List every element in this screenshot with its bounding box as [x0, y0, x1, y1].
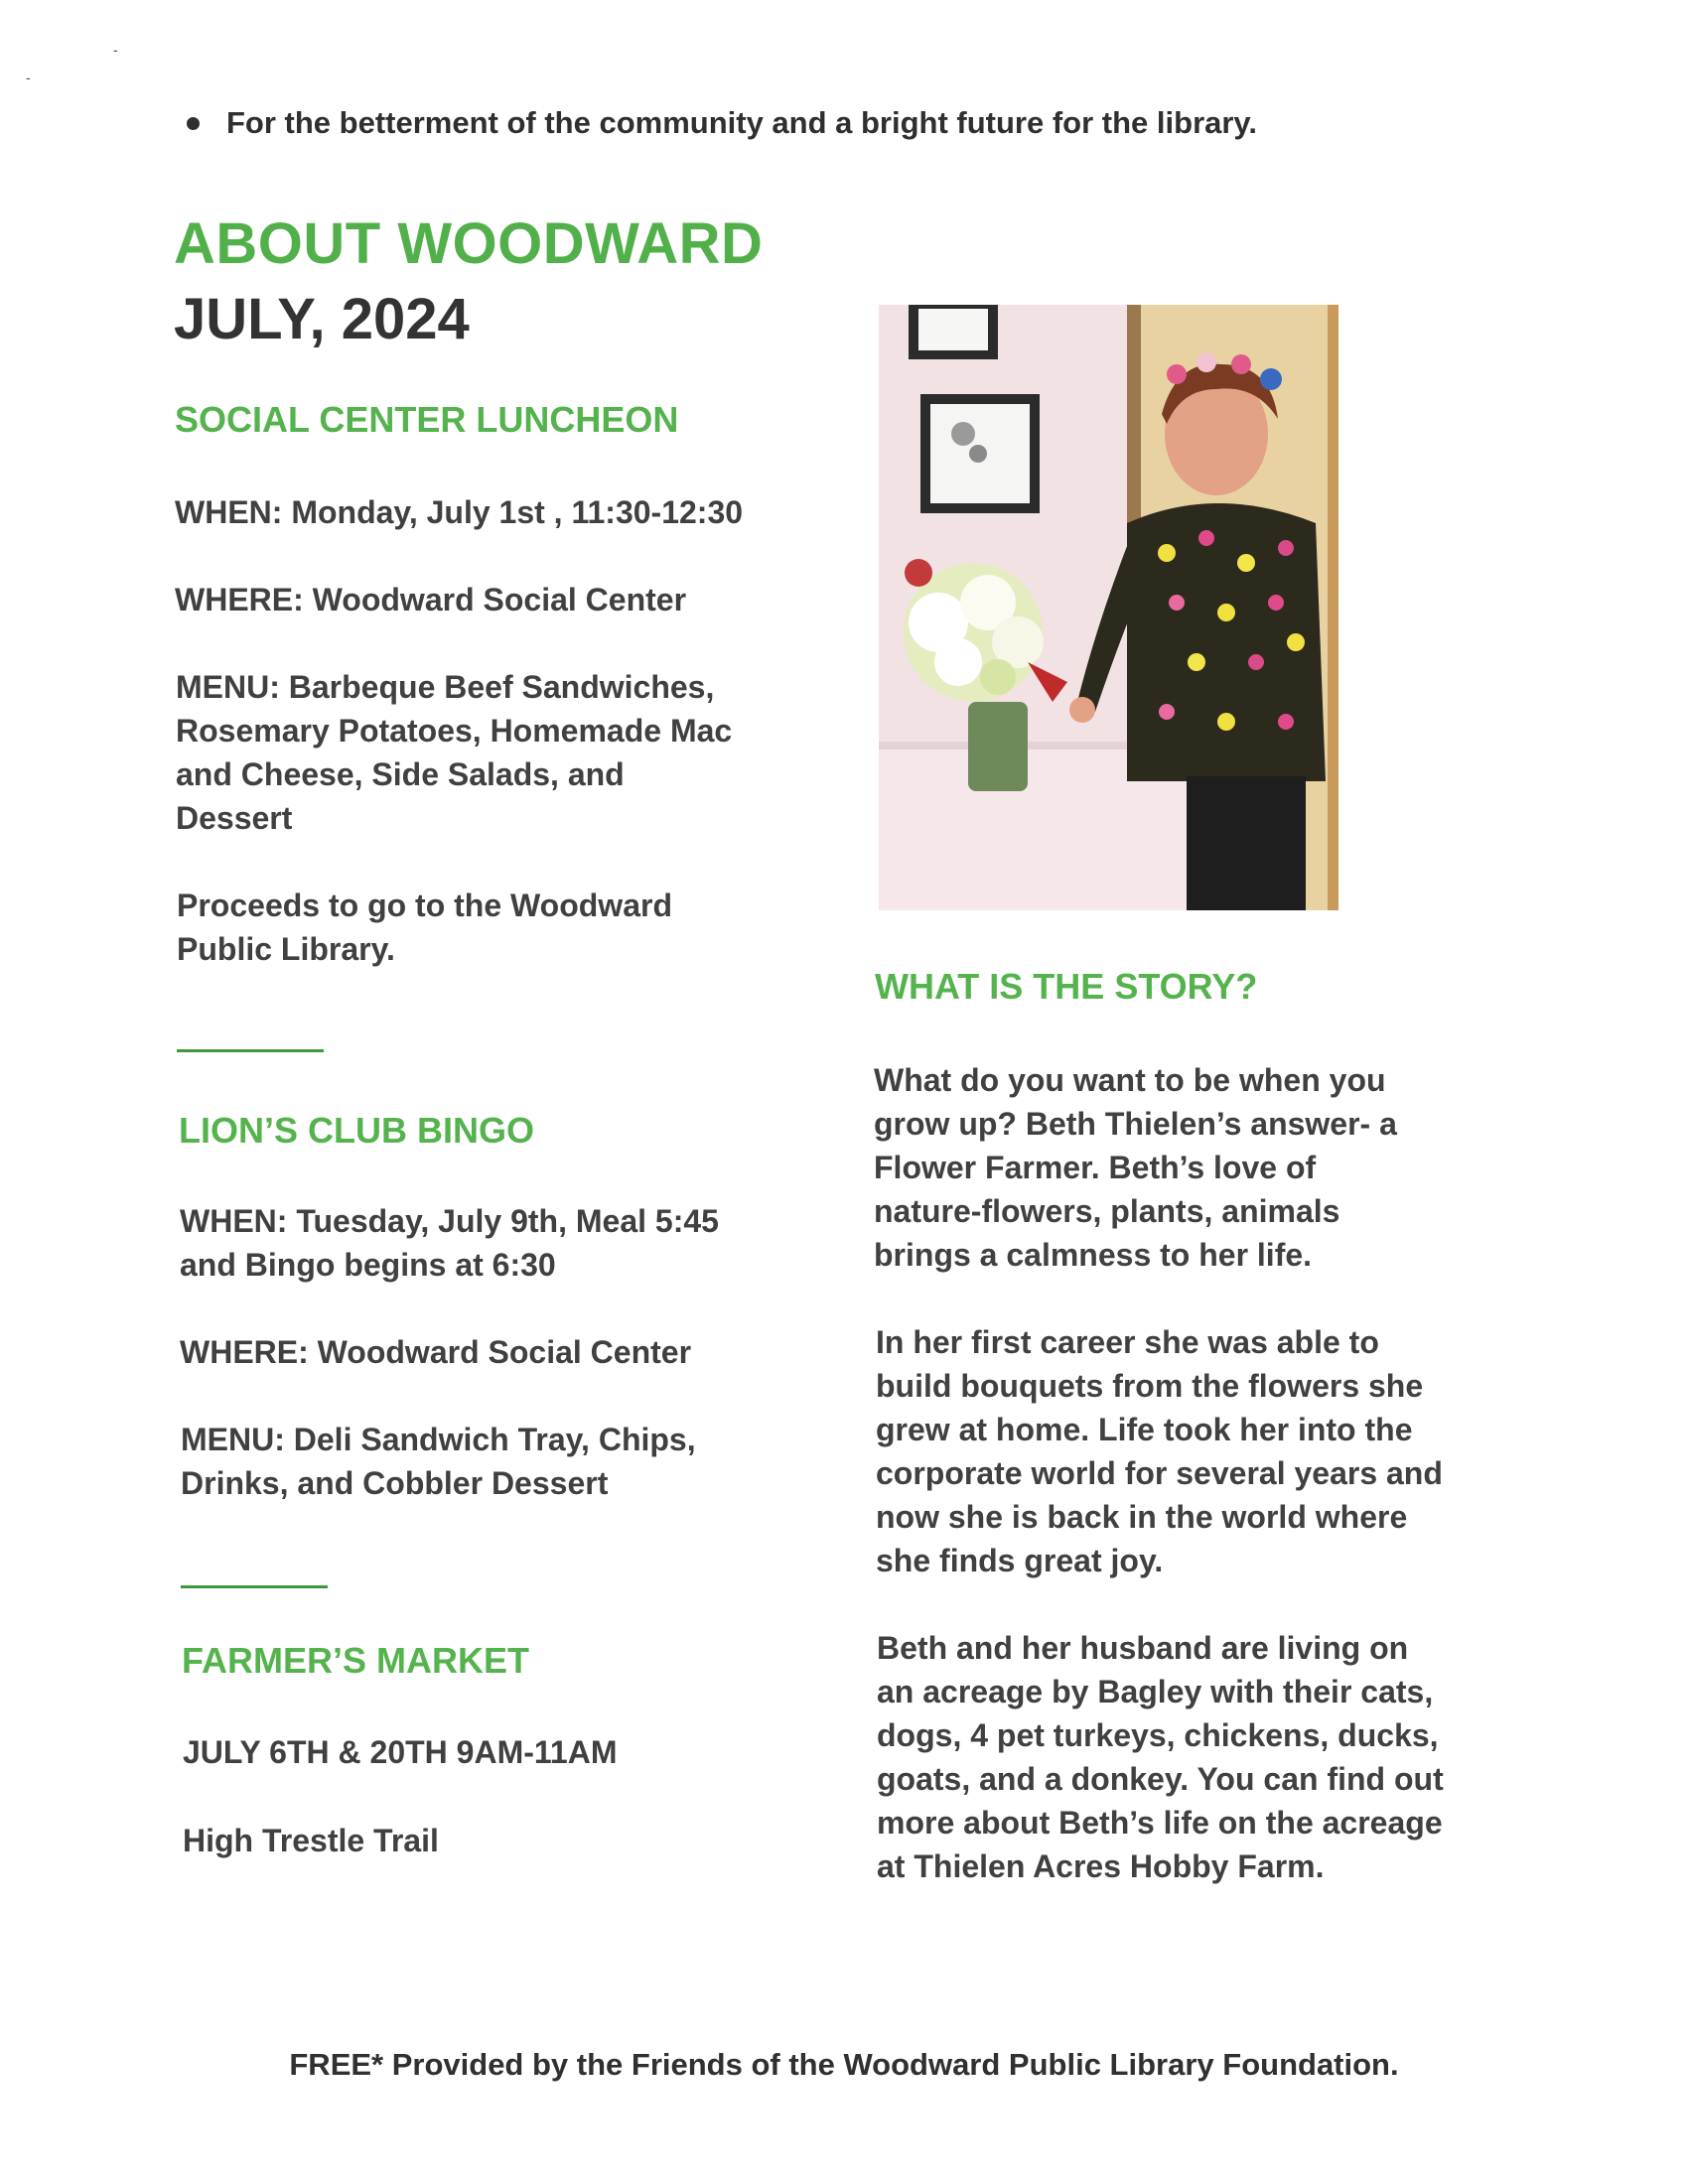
scan-mark: -	[113, 42, 118, 58]
story-line: an acreage by Bagley with their cats,	[877, 1674, 1434, 1709]
story-line: brings a calmness to her life.	[874, 1237, 1313, 1273]
section-divider	[177, 1049, 324, 1052]
beth-photo	[879, 305, 1338, 910]
story-line: build bouquets from the flowers she	[876, 1368, 1424, 1404]
bingo-menu	[181, 1418, 696, 1505]
luncheon-menu-line: Dessert	[176, 800, 293, 836]
story-line: she finds great joy.	[876, 1543, 1164, 1578]
bingo-menu-line: MENU: Deli Sandwich Tray, Chips,	[181, 1422, 696, 1457]
luncheon-menu-line: and Cheese, Side Salads, and	[176, 756, 625, 792]
luncheon-where: WHERE: Woodward Social Center	[175, 582, 687, 617]
luncheon-heading: SOCIAL CENTER LUNCHEON	[175, 399, 679, 440]
story-line: more about Beth’s life on the acreage	[877, 1805, 1443, 1841]
scan-mark: -	[26, 69, 31, 85]
page-date: JULY, 2024	[174, 287, 470, 351]
bingo-where: WHERE: Woodward Social Center	[180, 1334, 692, 1370]
story-heading: WHAT IS THE STORY?	[875, 966, 1258, 1007]
luncheon-menu-line: MENU: Barbeque Beef Sandwiches,	[176, 669, 715, 705]
market-heading: FARMER’S MARKET	[182, 1640, 529, 1681]
intro-bullet-text: For the betterment of the community and a bright future for the library.	[226, 105, 1257, 140]
story-line: Flower Farmer. Beth’s love of	[874, 1150, 1317, 1185]
bingo-menu-line: Drinks, and Cobbler Dessert	[181, 1465, 609, 1501]
story-line: grow up? Beth Thielen’s answer- a	[874, 1106, 1397, 1142]
page-title: ABOUT WOODWARD	[174, 211, 764, 276]
footer-note: FREE* Provided by the Friends of the Woodward Public Library Foundation.	[289, 2047, 1399, 2082]
luncheon-proceeds	[177, 884, 672, 971]
story-line: dogs, 4 pet turkeys, chickens, ducks,	[877, 1717, 1439, 1753]
luncheon-menu-line: Rosemary Potatoes, Homemade Mac	[176, 713, 733, 749]
bingo-heading: LION’S CLUB BINGO	[179, 1110, 534, 1151]
story-line: What do you want to be when you	[874, 1062, 1386, 1098]
market-dates: JULY 6TH & 20TH 9AM-11AM	[183, 1734, 618, 1770]
beth-photo-illustration	[879, 305, 1338, 910]
bingo-when-line: and Bingo begins at 6:30	[180, 1247, 556, 1283]
story-paragraph-3	[877, 1626, 1444, 1888]
bullet-dot-icon	[187, 117, 200, 130]
story-line: at Thielen Acres Hobby Farm.	[877, 1848, 1325, 1884]
story-line: now she is back in the world where	[876, 1499, 1408, 1535]
bingo-when	[180, 1199, 719, 1287]
market-location: High Trestle Trail	[183, 1823, 439, 1858]
luncheon-when: WHEN: Monday, July 1st , 11:30-12:30	[175, 494, 744, 530]
story-paragraph-1	[874, 1058, 1397, 1277]
intro-bullet	[226, 105, 1257, 141]
story-line: Beth and her husband are living on	[877, 1630, 1409, 1666]
story-line: grew at home. Life took her into the	[876, 1412, 1413, 1447]
story-line: nature-flowers, plants, animals	[874, 1193, 1340, 1229]
bingo-when-line: WHEN: Tuesday, July 9th, Meal 5:45	[180, 1203, 719, 1239]
luncheon-menu	[176, 665, 732, 840]
section-divider	[181, 1585, 328, 1588]
luncheon-proceeds-line: Public Library.	[177, 931, 395, 967]
story-line: goats, and a donkey. You can find out	[877, 1761, 1444, 1797]
story-paragraph-2	[876, 1320, 1443, 1582]
luncheon-proceeds-line: Proceeds to go to the Woodward	[177, 887, 672, 923]
story-line: In her first career she was able to	[876, 1324, 1379, 1360]
story-line: corporate world for several years and	[876, 1455, 1443, 1491]
